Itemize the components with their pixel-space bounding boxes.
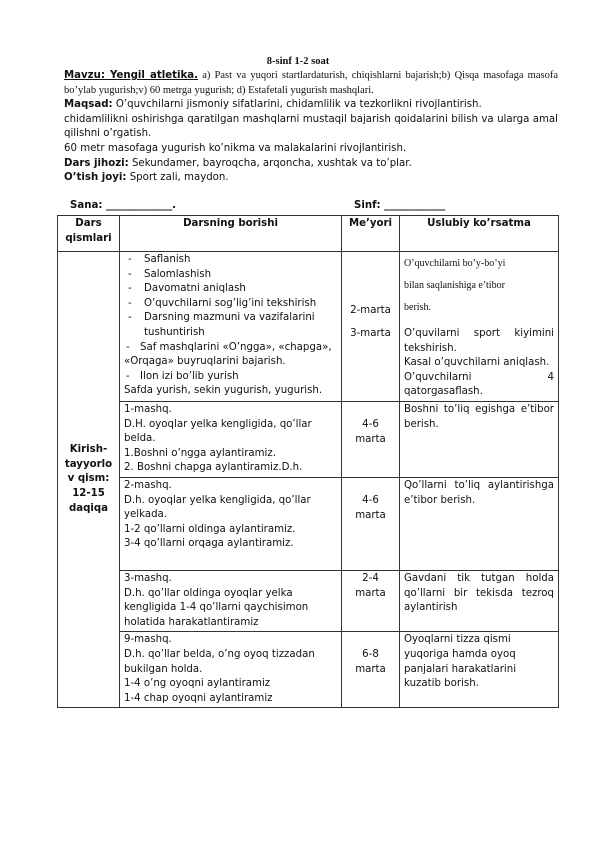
count-cell: 4-6 marta — [342, 401, 400, 477]
maqsad-text: O’quvchilarni jismoniy sifatlarini, chidamlilik va tezkorlikni rivojlantirish. — [112, 99, 482, 111]
maqsad-label: Maqsad: — [64, 99, 113, 111]
exercise-line: D.H. oyoqlar yelka kengligida, qo’llar belda. — [124, 418, 312, 445]
header-dars-qismlari: Dars qismlari — [58, 216, 120, 252]
note-line: bilan saqlanishiga e’tibor — [404, 280, 505, 291]
section-line: 12-15 — [72, 487, 105, 499]
sinf-field: Sinf: ____________ — [354, 200, 446, 211]
exercise-line: 1-4 chap oyoqni aylantiramiz — [124, 692, 273, 704]
intro-tail: Safda yurish, sekin yugurish, yugurish. — [124, 385, 323, 397]
count-value: 2-marta — [350, 305, 391, 316]
exercise-line: 9-mashq. — [124, 634, 172, 646]
date-class-row — [64, 200, 558, 214]
section-line: v qism: — [67, 473, 110, 485]
exercise-line: D.h. qo’llar belda, o’ng oyoq tizzadan bukilgan holda. — [124, 648, 315, 675]
exercise-line: D.h. qo’llar oldinga oyoqlar yelka kengligida 1-4 qo’llarni qaychisimon holatida harakatlantiramiz — [124, 587, 309, 628]
mavzu-label: Mavzu: Yengil atletika. — [64, 70, 199, 81]
table-row — [58, 632, 559, 708]
intro-note-cell — [400, 252, 559, 402]
section-line: Kirish- — [69, 444, 108, 456]
count-value: 3-marta — [350, 327, 391, 339]
maqsad-line-3: 60 metr masofaga yugurish ko’nikma va malakalarini rivojlantirish. — [64, 142, 407, 154]
note-line: O’quvilarni sport kiyimini tekshirish. — [404, 328, 554, 354]
lesson-intro — [64, 69, 558, 186]
list-item: - Davomatni aniqlash — [124, 282, 337, 297]
count-cell: 4-6 marta — [342, 477, 400, 570]
table-row — [58, 477, 559, 570]
table-row — [58, 401, 559, 477]
note-line: berish. — [404, 302, 431, 313]
exercise-line: 3-4 qo’llarni orqaga aylantiramiz. — [124, 538, 294, 550]
exercise-line: 1-4 o’ng oyoqni aylantiramiz — [124, 678, 271, 690]
table-row — [58, 252, 559, 402]
list-item — [124, 341, 337, 370]
note-line: Kasal o’quvchilarni aniqlash. — [404, 357, 550, 369]
table-header-row — [58, 216, 559, 252]
maqsad-paragraph — [64, 98, 558, 113]
list-item: - Saflanish — [124, 253, 337, 268]
intro-counts-cell — [342, 252, 400, 402]
note-line: O’quvchilarni 4 qatorgasaflash. — [404, 371, 554, 398]
sana-field: Sana: _____________. — [70, 200, 177, 211]
exercise-line: 1-2 qo’llarni oldinga aylantiramiz. — [124, 523, 296, 535]
joyi-text: Sport zali, maydon. — [126, 172, 229, 184]
exercise-cell — [120, 570, 342, 631]
exercise-line: 2-mashq. — [124, 479, 172, 491]
exercise-cell — [120, 401, 342, 477]
header-darsning-borishi: Darsning borishi — [120, 216, 342, 252]
mavzu-text: a) Past va yuqori startlardaturish, chiqishlarni bajarish;b) Qisqa masofaga masofa bo’ylab yugurish;v) 60 metrga yugurish; d) Estafetali yugurish mashqlari. — [64, 70, 558, 96]
mavzu-paragraph — [64, 69, 558, 98]
note-cell: Boshni to’liq egishga e’tibor berish. — [400, 401, 559, 477]
intro-activities-cell — [120, 252, 342, 402]
list-item: - Darsning mazmuni va vazifalarini tushuntirish — [124, 311, 337, 340]
table-row — [58, 570, 559, 631]
jihozi-paragraph — [64, 157, 558, 172]
exercise-cell — [120, 632, 342, 708]
count-cell: 6-8 marta — [342, 632, 400, 708]
exercise-line: D.h. oyoqlar yelka kengligida, qo’llar yelkada. — [124, 494, 311, 521]
section-line: daqiqa — [68, 502, 109, 514]
header-meyori: Me’yori — [342, 216, 400, 252]
list-item-text: Ilon izi bo’lib yurish — [140, 370, 239, 382]
list-item: - Salomlashish — [124, 268, 337, 283]
list-item-text: Saf mashqlarini «O’ngga», «chapga», «Orqaga» buyruqlarini bajarish. — [124, 341, 332, 368]
lesson-heading: 8-sinf 1-2 soat — [266, 56, 330, 67]
exercise-line: 1-mashq. — [124, 403, 172, 415]
count-cell: 2-4 marta — [342, 570, 400, 631]
header-uslubiy: Uslubiy ko’rsatma — [400, 216, 559, 252]
note-cell: Oyoqlarni tizza qismi yuqoriga hamda oyoq panjalari harakatlarini kuzatib borish. — [400, 632, 559, 708]
exercise-line: 1.Boshni o’ngga aylantiramiz. — [124, 447, 276, 459]
exercise-line: 2. Boshni chapga aylantiramiz.D.h. — [124, 462, 303, 474]
note-cell: Gavdani tik tutgan holda qo’llarni bir tekisda tezroq aylantirish — [400, 570, 559, 631]
list-item: - O’quvchilarni sog’lig’ini tekshirish — [124, 297, 337, 312]
note-cell: Qo’llarni to’liq aylantirishga e’tibor berish. — [400, 477, 559, 570]
jihozi-text: Sekundamer, bayroqcha, arqoncha, xushtak va to’plar. — [128, 157, 412, 169]
joyi-label: O’tish joyi: — [64, 172, 127, 184]
exercise-cell — [120, 477, 342, 570]
note-line: O’quvchilarni bo’y-bo’yi — [404, 258, 506, 269]
list-item — [124, 370, 337, 385]
exercise-line: 3-mashq. — [124, 572, 172, 584]
section-cell — [58, 252, 120, 708]
lesson-table — [57, 215, 559, 708]
maqsad-line-2: chidamlilikni oshirishga qaratilgan mashqlarni mustaqil bajarish qoidalarini bilish va ularga amal qilishni o’rgatish. — [64, 113, 558, 140]
jihozi-label: Dars jihozi: — [64, 157, 129, 169]
section-line: tayyorlo — [64, 458, 113, 470]
joyi-paragraph — [64, 171, 558, 186]
